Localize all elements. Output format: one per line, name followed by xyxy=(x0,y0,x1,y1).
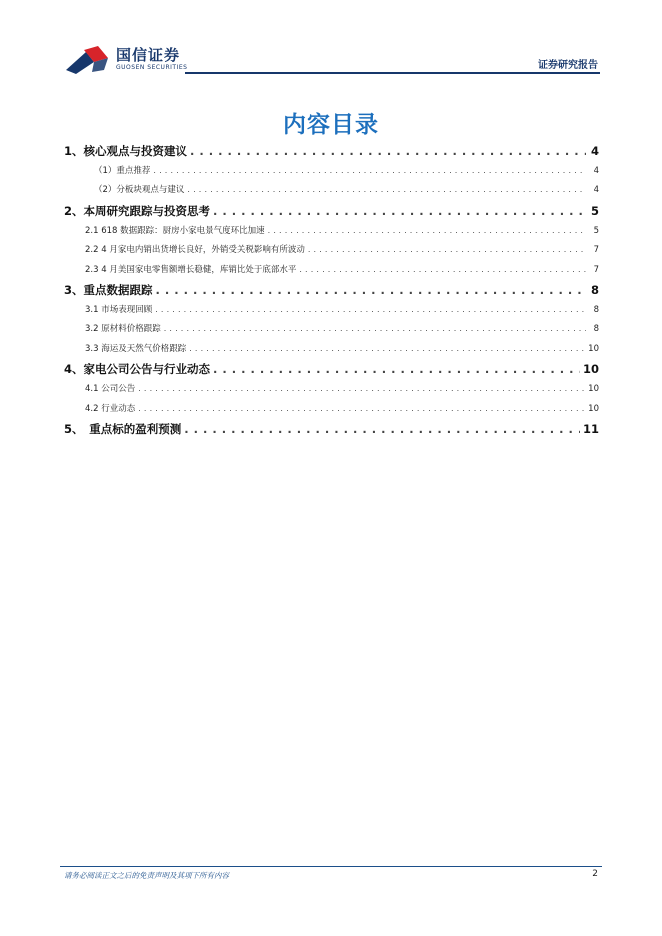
toc-entry-label: 3.3 海运及天然气价格跟踪 xyxy=(85,343,187,354)
toc-section-entry[interactable] xyxy=(64,141,599,161)
toc-dot-leader xyxy=(164,319,586,338)
toc-subsection-entry[interactable] xyxy=(64,240,599,259)
toc-entry-page: 8 xyxy=(593,304,599,315)
toc-entry-label: 2、本周研究跟踪与投资思考 xyxy=(64,203,211,218)
toc-dot-leader xyxy=(189,339,585,358)
report-type-label: 证券研究报告 xyxy=(538,60,598,71)
toc-subsection-entry[interactable] xyxy=(64,300,599,319)
toc-subsection-entry[interactable] xyxy=(64,379,599,398)
toc-subsection-entry[interactable] xyxy=(64,260,599,279)
toc-dot-leader xyxy=(213,359,580,379)
toc-entry-page: 8 xyxy=(593,324,599,335)
toc-entry-label: 1、核心观点与投资建议 xyxy=(64,144,188,158)
toc-dot-leader xyxy=(299,260,586,279)
toc-entry-page: 7 xyxy=(593,245,599,256)
toc-subsection-entry[interactable] xyxy=(64,399,599,418)
logo-chinese-name: 国信证券 xyxy=(116,46,181,64)
toc-entry-page: 11 xyxy=(582,421,599,436)
toc-entry-label: 4.2 行业动态 xyxy=(85,403,136,414)
toc-dot-leader xyxy=(184,419,580,439)
toc-entry-page: 10 xyxy=(588,343,599,354)
toc-dot-leader xyxy=(213,201,586,221)
toc-entry-page: 5 xyxy=(590,203,599,218)
table-of-contents xyxy=(64,140,599,439)
toc-dot-leader xyxy=(308,240,586,259)
toc-section-entry[interactable] xyxy=(64,359,599,379)
toc-dot-leader xyxy=(187,180,586,199)
toc-entry-page: 10 xyxy=(588,384,599,395)
toc-dot-leader xyxy=(268,221,586,240)
logo-english-name: GUOSEN SECURITIES xyxy=(116,64,188,71)
toc-entry-label: 3.1 市场表现回顾 xyxy=(85,304,153,315)
toc-entry-page: 4 xyxy=(590,144,599,158)
toc-entry-label: 3、重点数据跟踪 xyxy=(64,282,153,297)
toc-dot-leader xyxy=(153,161,586,180)
toc-entry-page: 10 xyxy=(588,403,599,414)
toc-dot-leader xyxy=(155,300,586,319)
toc-entry-label: 4.1 公司公告 xyxy=(85,384,136,395)
toc-subsection-entry[interactable] xyxy=(64,161,599,180)
header-divider xyxy=(185,72,600,74)
toc-entry-label: 3.2 原材料价格跟踪 xyxy=(85,324,161,335)
toc-dot-leader xyxy=(156,280,586,300)
toc-entry-page: 4 xyxy=(593,185,599,196)
toc-entry-page: 10 xyxy=(582,362,599,377)
toc-entry-label: 2.1 618 数据跟踪：厨房小家电景气度环比加速 xyxy=(85,225,265,236)
page-number: 2 xyxy=(592,869,598,879)
guosen-logo-icon xyxy=(64,44,112,76)
toc-entry-label: 2.2 4 月家电内销出货增长良好，外销受关税影响有所波动 xyxy=(85,245,305,256)
toc-dot-leader xyxy=(138,379,585,398)
toc-dot-leader xyxy=(138,399,585,418)
footer-divider xyxy=(60,866,602,867)
toc-entry-page: 5 xyxy=(593,225,599,236)
toc-entry-label: 5、 重点标的盈利预测 xyxy=(64,421,182,436)
toc-subsection-entry[interactable] xyxy=(64,221,599,240)
toc-entry-label: 4、家电公司公告与行业动态 xyxy=(64,362,211,377)
toc-entry-label: 2.3 4 月美国家电零售额增长稳健，库销比处于底部水平 xyxy=(85,264,297,275)
toc-subsection-entry[interactable] xyxy=(64,319,599,338)
guosen-logo xyxy=(64,44,194,76)
page-header xyxy=(0,0,662,80)
toc-entry-label: （1）重点推荐 xyxy=(94,166,151,176)
toc-section-entry[interactable] xyxy=(64,419,599,439)
toc-title: 内容目录 xyxy=(283,112,379,138)
toc-dot-leader xyxy=(190,141,586,161)
toc-section-entry[interactable] xyxy=(64,201,599,221)
toc-subsection-entry[interactable] xyxy=(64,339,599,358)
toc-entry-page: 7 xyxy=(593,264,599,275)
toc-section-entry[interactable] xyxy=(64,280,599,300)
toc-subsection-entry[interactable] xyxy=(64,180,599,199)
toc-entry-label: （2）分板块观点与建议 xyxy=(94,185,185,196)
footer-disclaimer: 请务必阅读正文之后的免责声明及其项下所有内容 xyxy=(64,871,229,880)
toc-entry-page: 4 xyxy=(593,166,599,176)
toc-entry-page: 8 xyxy=(590,282,599,297)
